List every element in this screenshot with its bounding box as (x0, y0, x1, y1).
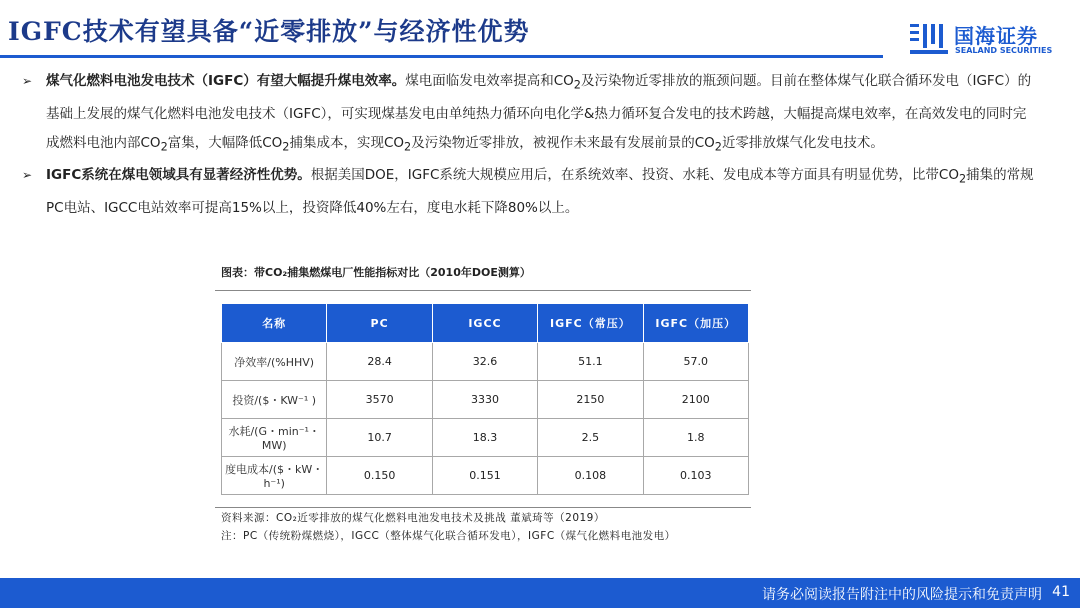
source-divider (215, 507, 751, 508)
footer-bar (0, 578, 1080, 608)
table-cell: 51.1 (538, 343, 643, 381)
table-cell: 水耗/(G・min⁻¹・MW) (222, 419, 327, 457)
table-cell: 度电成本/($・kW・h⁻¹) (222, 457, 327, 495)
page-number: 41 (1052, 584, 1070, 600)
company-logo (908, 22, 1058, 58)
comparison-table (221, 303, 749, 495)
bullet-arrow-icon: ➢ (22, 168, 33, 183)
table-cell: 28.4 (327, 343, 432, 381)
footer-disclaimer: 请务必阅读报告附注中的风险提示和免责声明 (762, 587, 1042, 603)
table-row (222, 457, 749, 495)
bullet-text: 煤气化燃料电池发电技术（IGFC）有望大幅提升煤电效率。煤电面临发电效率提高和$CO_2$及污染物近零排放的瓶颈问题。目前在整体煤气化联合循环发电（IGFC）的基础上发展的煤气化燃料电池发电技术（IGFC），可实现煤基发电由单纯热力循环向电化学&热力循环复合发电的技术跨越，大幅提高煤电效率，在高效发电的同时完成燃料电池内部$CO_2$富集，大幅降低$CO_2$捕集成本，实现$CO_2$及污染物近零排放，被视作未来最有发展前景的$CO_2$近零排放煤气化发电技术。 (46, 73, 1032, 154)
table-row (222, 343, 749, 381)
table-cell: 3570 (327, 381, 432, 419)
caption-divider (215, 290, 751, 291)
table-source: 资料来源：CO₂近零排放的煤气化燃料电池发电技术及挑战 董斌琦等（2019） (221, 512, 605, 524)
table-row (222, 419, 749, 457)
bullet-item-1 (22, 67, 1037, 161)
table-cell: 2150 (538, 381, 643, 419)
table-cell: 32.6 (432, 343, 537, 381)
table-cell: 0.151 (432, 457, 537, 495)
comparison-table-section (215, 262, 751, 544)
table-cell: 57.0 (643, 343, 748, 381)
bullet-arrow-icon: ➢ (22, 74, 33, 88)
header-cell: PC (327, 304, 432, 343)
table-cell: 3330 (432, 381, 537, 419)
table-caption: 图表：带CO₂捕集燃煤电厂性能指标对比（2010年DOE测算） (221, 266, 531, 279)
logo-name-cn: 国海证券 (954, 24, 1038, 48)
table-cell: 10.7 (327, 419, 432, 457)
table-cell: 投资/($・KW⁻¹ ) (222, 381, 327, 419)
logo-name-en: SEALAND SECURITIES (955, 46, 1053, 55)
table-cell: 净效率/(%HHV) (222, 343, 327, 381)
table-cell: 18.3 (432, 419, 537, 457)
bullet-item-2 (22, 161, 1037, 223)
table-header-row (222, 304, 749, 343)
table-cell: 2.5 (538, 419, 643, 457)
bullet-text: IGFC系统在煤电领域具有显著经济性优势。根据美国DOE，IGFC系统大规模应用后，在系统效率、投资、水耗、发电成本等方面具有明显优势，比带$CO_2$捕集的常规PC电站、IGCC电站效率可提高15%以上，投资降低40%左右，度电水耗下降80%以上。 (46, 167, 1034, 217)
table-cell: 0.103 (643, 457, 748, 495)
header-cell: IGFC（常压） (538, 304, 643, 343)
header-cell: IGFC（加压） (643, 304, 748, 343)
table-row (222, 381, 749, 419)
header-cell: 名称 (222, 304, 327, 343)
table-cell: 0.150 (327, 457, 432, 495)
table-cell: 1.8 (643, 419, 748, 457)
table-cell: 0.108 (538, 457, 643, 495)
title-divider (0, 55, 883, 58)
header-cell: IGCC (432, 304, 537, 343)
table-cell: 2100 (643, 381, 748, 419)
page-title: IGFC技术有望具备“近零排放”与经济性优势 (8, 17, 530, 46)
bullet-list (22, 67, 1037, 223)
sealand-logo-icon (908, 22, 950, 56)
table-note: 注：PC（传统粉煤燃烧），IGCC（整体煤气化联合循环发电），IGFC（煤气化燃料电池发电） (221, 530, 676, 542)
